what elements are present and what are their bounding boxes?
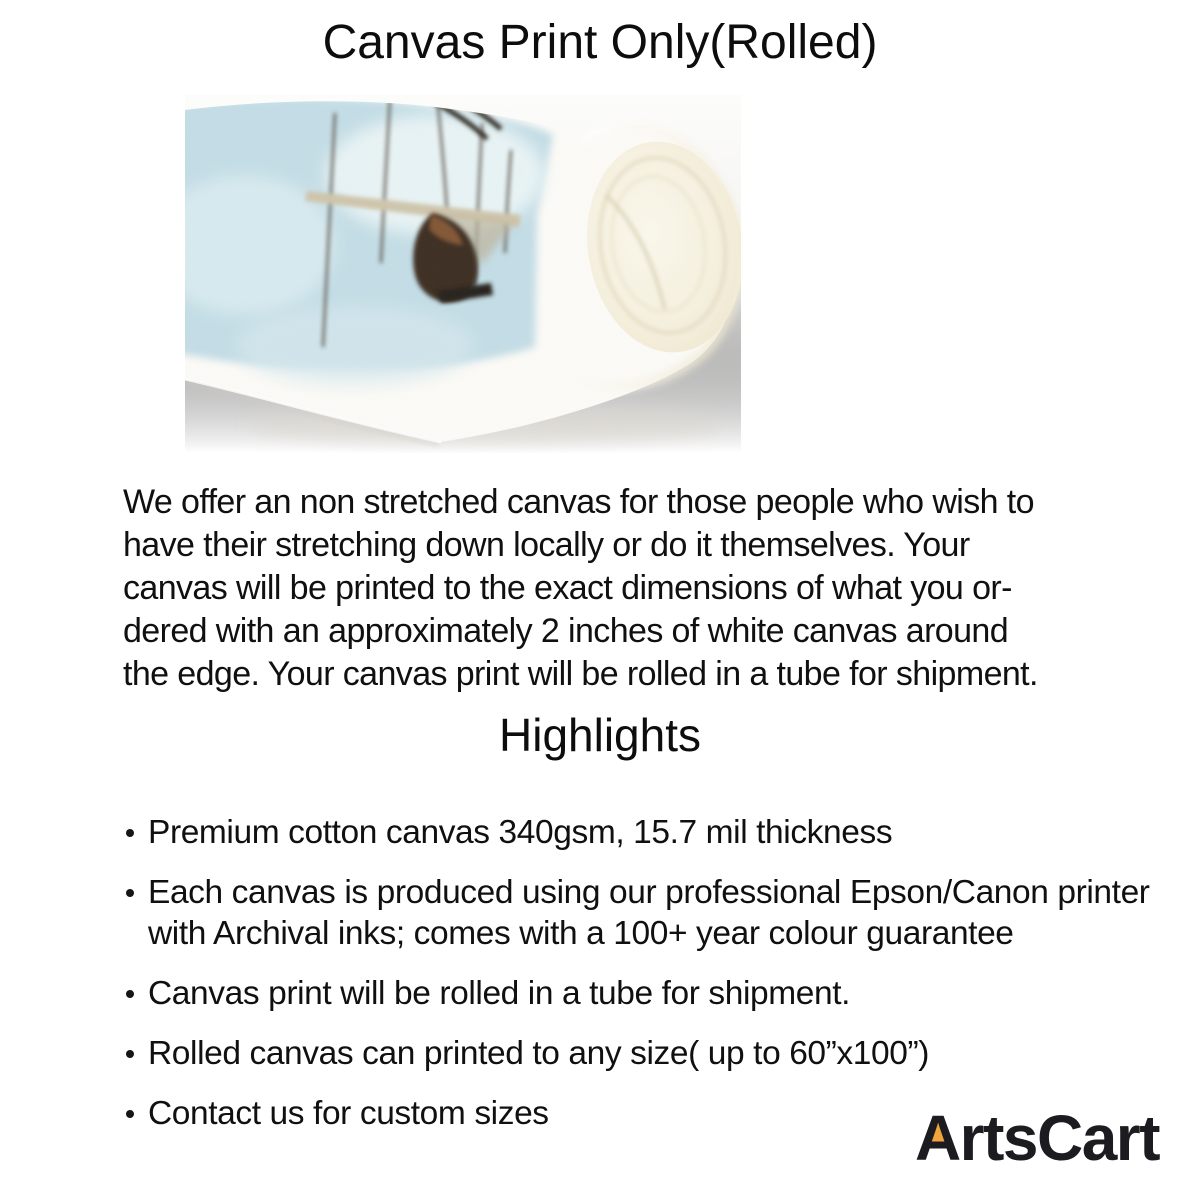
- highlight-line: Canvas print will be rolled in a tube for shipment.: [148, 975, 851, 1012]
- product-photo: [185, 95, 741, 453]
- bullet-icon: [126, 1050, 134, 1058]
- paragraph-line: the edge. Your canvas print will be rolled in a tube for shipment.: [123, 655, 1038, 693]
- highlight-line: Contact us for custom sizes: [148, 1095, 549, 1132]
- highlight-item: [123, 973, 1150, 1014]
- paragraph-line: have their stretching down locally or do it themselves. Your: [123, 526, 970, 564]
- brand-logo-text: ArtsCart: [914, 1102, 1159, 1174]
- highlight-line: Rolled canvas can printed to any size( up to 60”x100”): [148, 1035, 929, 1072]
- bullet-icon: [126, 1110, 134, 1118]
- highlights-heading: Highlights: [499, 709, 701, 761]
- page-title: Canvas Print Only(Rolled): [322, 16, 878, 69]
- highlight-item: [123, 812, 1150, 853]
- paragraph-line: We offer an non stretched canvas for those people who wish to: [123, 483, 1034, 521]
- highlight-text: [148, 973, 850, 1014]
- highlight-line: with Archival inks; comes with a 100+ year colour guarantee: [148, 915, 1014, 952]
- highlight-item: [123, 1033, 1150, 1074]
- highlight-text: [148, 872, 1150, 954]
- intro-paragraph: [123, 481, 1038, 696]
- highlight-text: [148, 812, 892, 853]
- rolled-canvas-illustration: [185, 95, 741, 453]
- bullet-icon: [126, 829, 134, 837]
- paragraph-line: canvas will be printed to the exact dimensions of what you or-: [123, 569, 1012, 607]
- highlight-text: [148, 1093, 549, 1134]
- bullet-icon: [126, 889, 134, 897]
- highlight-text: [148, 1033, 929, 1074]
- bullet-icon: [126, 990, 134, 998]
- highlight-line: Each canvas is produced using our professional Epson/Canon printer: [148, 874, 1150, 911]
- brand-logo: [914, 1102, 1159, 1174]
- paragraph-line: dered with an approximately 2 inches of white canvas around: [123, 612, 1009, 650]
- highlight-line: Premium cotton canvas 340gsm, 15.7 mil thickness: [148, 814, 893, 851]
- highlight-item: [123, 872, 1150, 954]
